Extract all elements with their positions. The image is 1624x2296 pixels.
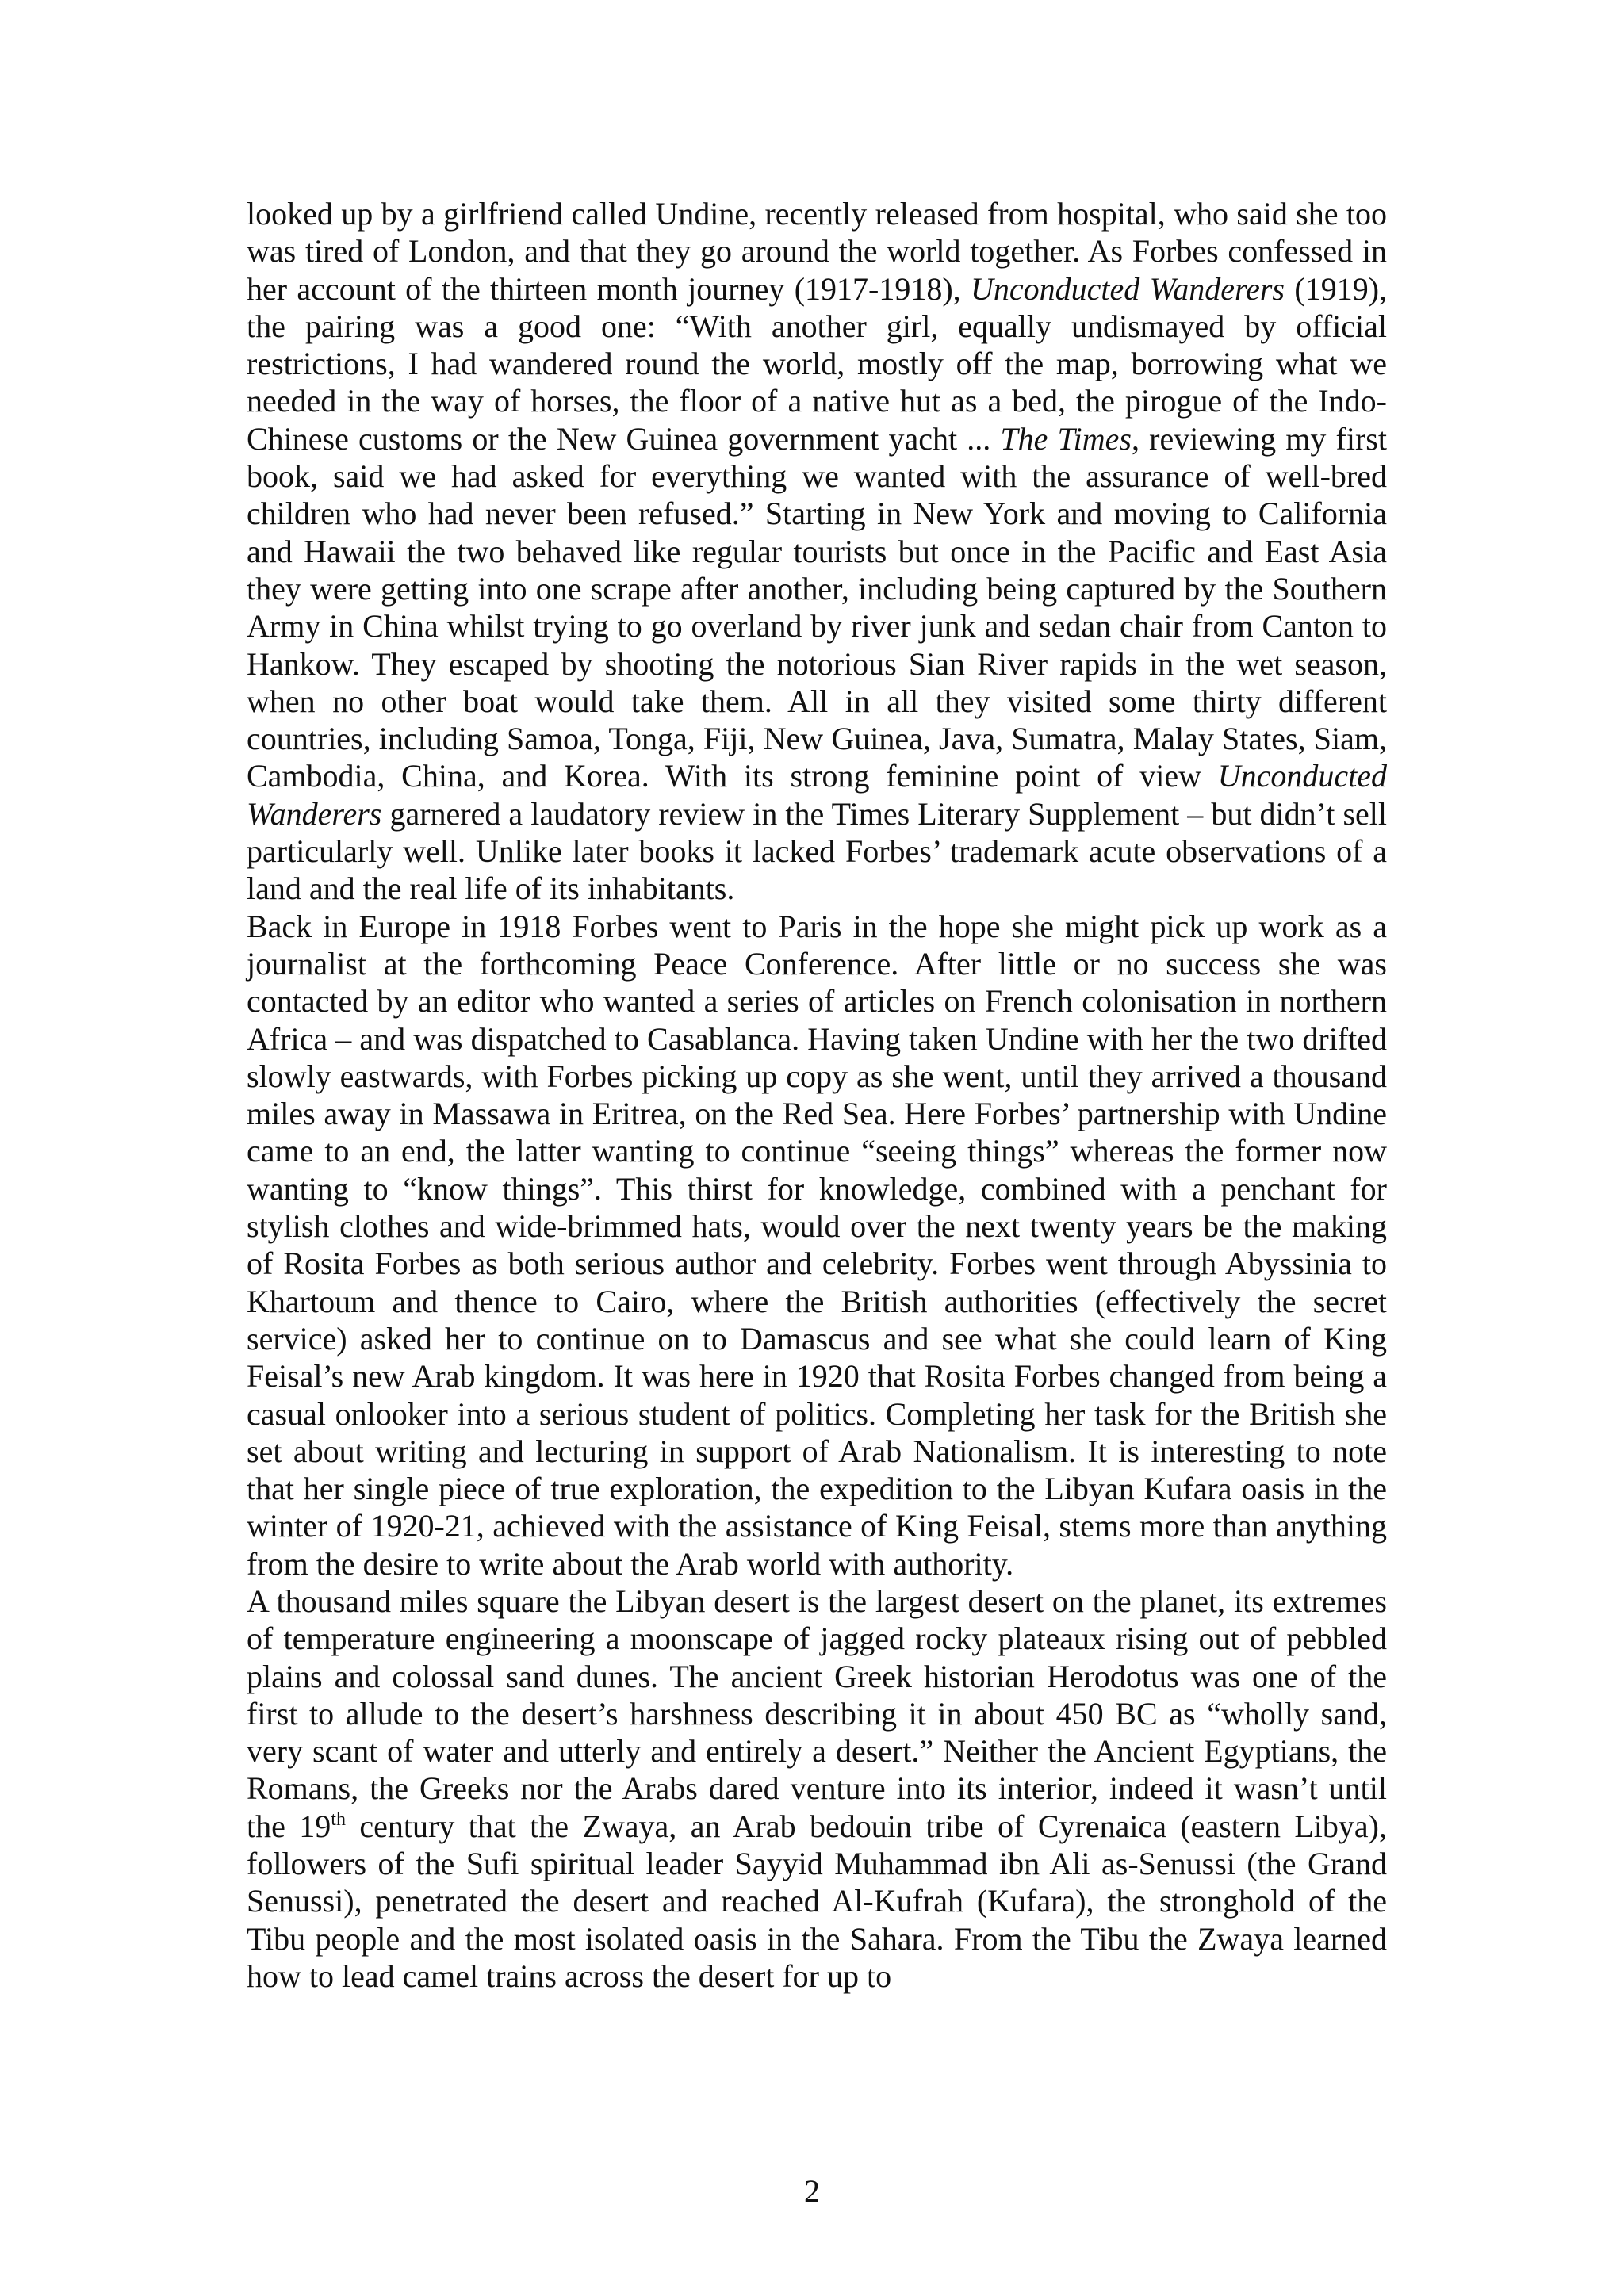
ordinal-superscript: th — [331, 1808, 346, 1830]
text-run: Back in Europe in 1918 Forbes went to Paris in the hope she might pick up work as a journalist at the forthcoming Peace Conference. After little or no success she was contacted by an editor who wanted a series of articles on French colonisation in northern Africa – and was dispatched to Casablanca. Having taken Undine with her the two drifted slowly eastwards, with Forbes picking up copy as she went, until they arrived a thousand miles away in Massawa in Eritrea, on the Red Sea. Here Forbes’ partnership with Undine came to an end, the latter wanting to continue “seeing things” whereas the former now wanting to “know things”. This thirst for knowledge, combined with a penchant for stylish clothes and wide-brimmed hats, would over the next twenty years be the making of Rosita Forbes as both serious author and celebrity. Forbes went through Abyssinia to Khartoum and thence to Cairo, where the British authorities (effectively the secret service) asked her to continue on to Damascus and see what she could learn of King Feisal’s new Arab kingdom. It was here in 1920 that Rosita Forbes changed from being a casual onlooker into a serious student of politics. Completing her task for the British she set about writing and lecturing in support of Arab Nationalism. It is interesting to note that her single piece of true exploration, the expedition to the Libyan Kufara oasis in the winter of 1920-21, achieved with the assistance of King Feisal, stems more than anything from the desire to write about the Arab world with authority. — [247, 908, 1387, 1582]
text-run: looked up by a girlfriend called Undine, recently released from hospital, who said she too was tired of London, and that they go around the world together. As Forbes confessed in her account of the thirteen month journey (1917-1918), — [247, 196, 1387, 307]
text-run: , reviewing my first book, said we had asked for everything we wanted with the assurance of well-bred children who had never been refused.” Starting in New York and moving to California and Hawaii the two behaved like regular tourists but once in the Pacific and East Asia they were getting into one scrape after another, including being captured by the Southern Army in China whilst trying to go overland by river junk and sedan chair from Canton to Hankow. They escaped by shooting the notorious Sian River rapids in the wet season, when no other boat would take them. All in all they visited some thirty different countries, including Samoa, Tonga, Fiji, New Guinea, Java, Sumatra, Malay States, Siam, Cambodia, China, and Korea. With its strong feminine point of view — [247, 420, 1387, 794]
text-run: century that the Zwaya, an Arab bedouin tribe of Cyrenaica (eastern Libya), followers of the Sufi spiritual leader Sayyid Muhammad ibn Ali as-Senussi (the Grand Senussi), penetrated the desert and reached Al-Kufrah (Kufara), the stronghold of the Tibu people and the most isolated oasis in the Sahara. From the Tibu the Zwaya learned how to lead camel trains across the desert for up to — [247, 1808, 1387, 1994]
text-run: A thousand miles square the Libyan desert is the largest desert on the planet, its extremes of temperature engineering a moonscape of jagged rocky plateaux rising out of pebbled plains and colossal sand dunes. The ancient Greek historian Herodotus was one of the first to allude to the desert’s harshness describing it in about 450 BC as “wholly sand, very scant of water and utterly and entirely a desert.” Neither the Ancient Egyptians, the Romans, the Greeks nor the Arabs dared venture into its interior, indeed it wasn’t until the 19 — [247, 1582, 1387, 1844]
text-run: (1919), the pairing was a good one: “With another girl, equally undismayed by official restrictions, I had wandered round the world, mostly off the map, borrowing what we needed in the way of horses, the floor of a native hut as a bed, the pirogue of the Indo-Chinese customs or the New Guinea government yacht ... — [247, 270, 1388, 457]
newspaper-title: The Times — [1000, 420, 1132, 457]
page-number: 2 — [804, 2173, 820, 2209]
text-run: garnered a laudatory review in the Times Literary Supplement – but didn’t sell particularly well. Unlike later books it lacked Forbes’ trademark acute observations of a land and the real life of its inhabitants. — [247, 795, 1387, 907]
paragraph — [247, 195, 1387, 908]
body-text — [247, 195, 1387, 1995]
book-title: Unconducted Wanderers — [971, 270, 1285, 307]
paragraph — [247, 1582, 1387, 1995]
book-title: Unconducted Wanderers — [247, 758, 1387, 832]
paragraph — [247, 908, 1387, 1582]
